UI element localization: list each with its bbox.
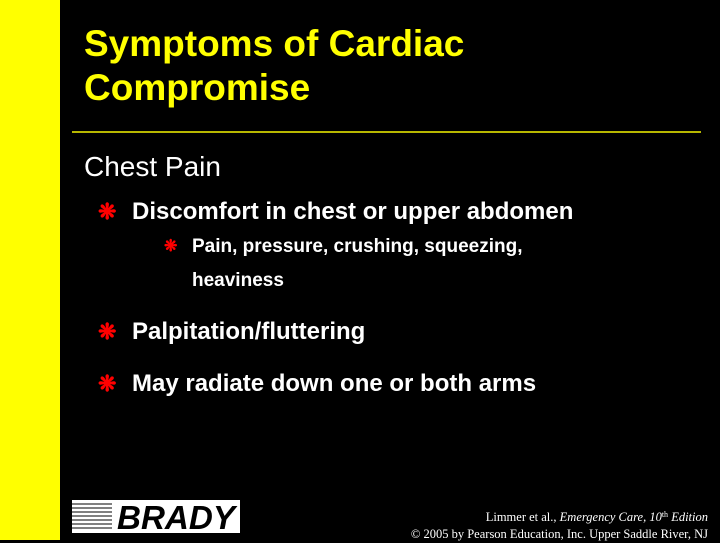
citation-book: Emergency Care, 10 — [559, 510, 662, 524]
accent-bar — [0, 0, 60, 540]
bullet-item-radiate — [98, 369, 537, 399]
bullet-text: May radiate down one or both arms — [132, 370, 537, 397]
slide-title — [84, 22, 684, 110]
citation-edition: Edition — [671, 510, 708, 524]
bullet-text: Palpitation/fluttering — [132, 318, 366, 345]
bullet-asterisk-icon: ❋ — [98, 199, 117, 224]
title-divider — [72, 131, 701, 133]
brady-logo — [72, 500, 240, 533]
copyright-line: © 2005 by Pearson Education, Inc. Upper Saddle River, NJ — [410, 527, 708, 541]
sub-bullet-item-pain — [164, 230, 523, 298]
sub-bullet-asterisk-icon: ❋ — [164, 238, 178, 255]
title-line-1: Symptoms of Cardiac — [84, 23, 465, 64]
title-line-2: Compromise — [84, 67, 311, 108]
citation-line-1 — [388, 506, 708, 526]
brady-logo-text: BRADY — [117, 500, 238, 533]
sub-bullet-text-line-1: Pain, pressure, crushing, squeezing, — [192, 236, 523, 257]
bullet-asterisk-icon: ❋ — [98, 371, 117, 396]
citation-authors: Limmer et al., — [485, 510, 557, 524]
bullet-text: Discomfort in chest or upper abdomen — [132, 198, 574, 225]
bullet-item-discomfort — [98, 197, 574, 227]
citation — [388, 506, 708, 543]
sub-bullet-text-line-2: heaviness — [192, 270, 284, 291]
bullet-asterisk-icon: ❋ — [98, 319, 117, 344]
bullet-item-palpitation — [98, 317, 366, 347]
citation-superscript: th — [661, 510, 669, 519]
section-heading: Chest Pain — [84, 151, 221, 182]
